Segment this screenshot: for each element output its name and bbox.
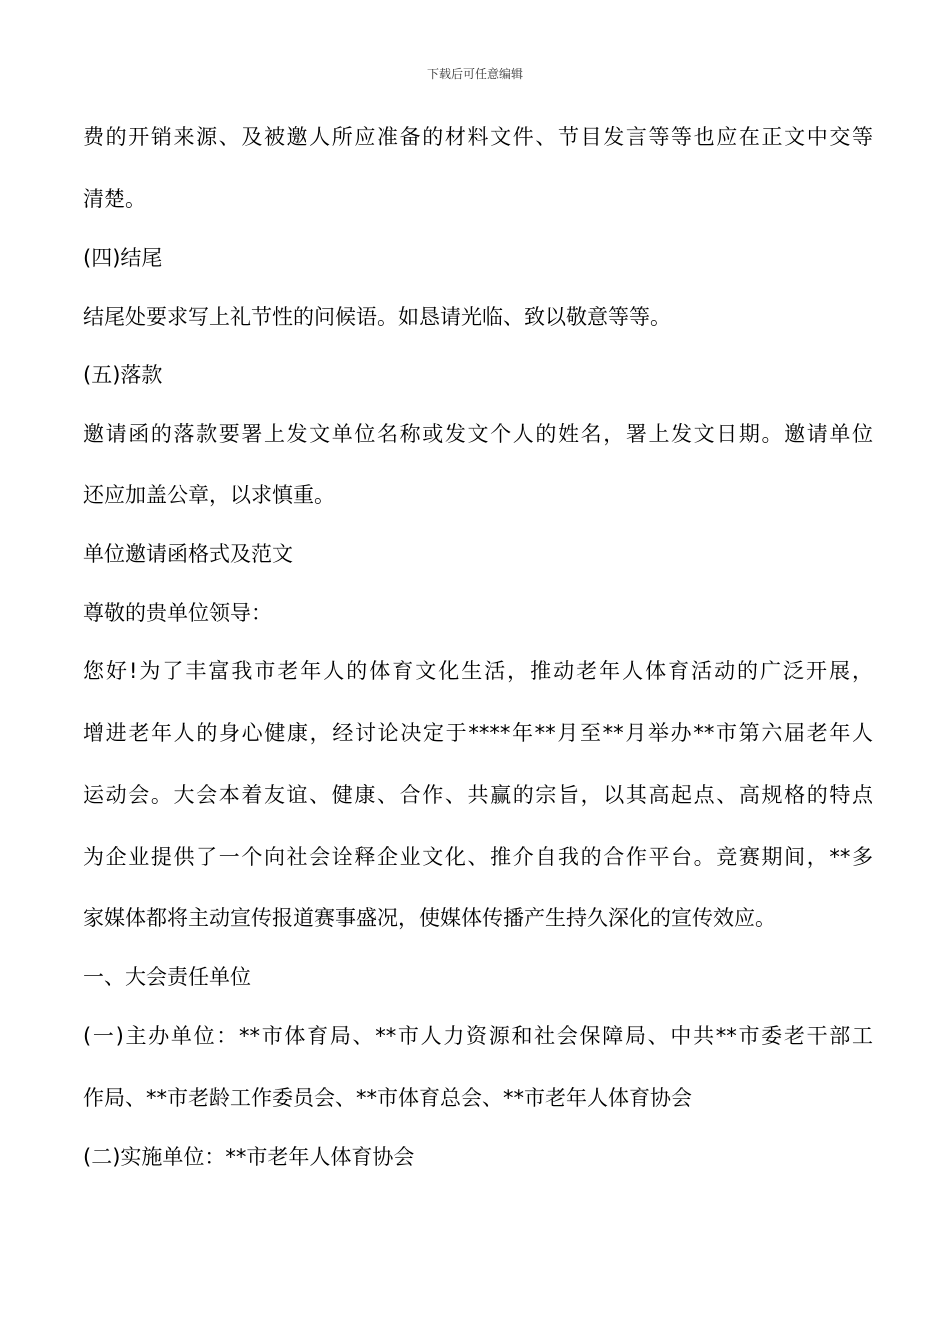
paragraph-line: 家媒体都将主动宣传报道赛事盛况，使媒体传播产生持久深化的宣传效应。 [83,906,776,930]
paragraph-line: 作局、**市老龄工作委员会、**市体育总会、**市老年人体育协会 [83,1086,692,1110]
paragraph-line: 费的开销来源、及被邀人所应准备的材料文件、节目发言等等也应在正文中交等 [83,125,873,149]
paragraph-line: (二)实施单位：**市老年人体育协会 [83,1145,415,1169]
paragraph-line: 邀请函的落款要署上发文单位名称或发文个人的姓名，署上发文日期。邀请单位 [83,422,873,446]
section-heading: (五)落款 [83,363,163,387]
paragraph-line: 增进老年人的身心健康，经讨论决定于****年**月至**月举办**市第六届老年人 [83,721,873,745]
paragraph-line: 还应加盖公章，以求慎重。 [83,483,335,507]
page-header: 下载后可任意编辑 [426,67,523,81]
paragraph-line: (一)主办单位：**市体育局、**市人力资源和社会保障局、中共**市委老干部工 [83,1024,873,1048]
section-heading: 一、大会责任单位 [83,965,251,989]
paragraph-line: 为企业提供了一个向社会诠释企业文化、推介自我的合作平台。竞赛期间，**多 [83,845,873,869]
paragraph-line: 您好!为了丰富我市老年人的体育文化生活，推动老年人体育活动的广泛开展， [83,659,873,683]
paragraph-line: 运动会。大会本着友谊、健康、合作、共赢的宗旨，以其高起点、高规格的特点 [83,783,873,807]
section-heading: 单位邀请函格式及范文 [83,542,293,566]
salutation: 尊敬的贵单位领导： [83,601,272,625]
section-heading: (四)结尾 [83,246,163,270]
paragraph-line: 结尾处要求写上礼节性的问候语。如恳请光临、致以敬意等等。 [83,305,671,329]
paragraph-line: 清楚。 [83,187,146,211]
